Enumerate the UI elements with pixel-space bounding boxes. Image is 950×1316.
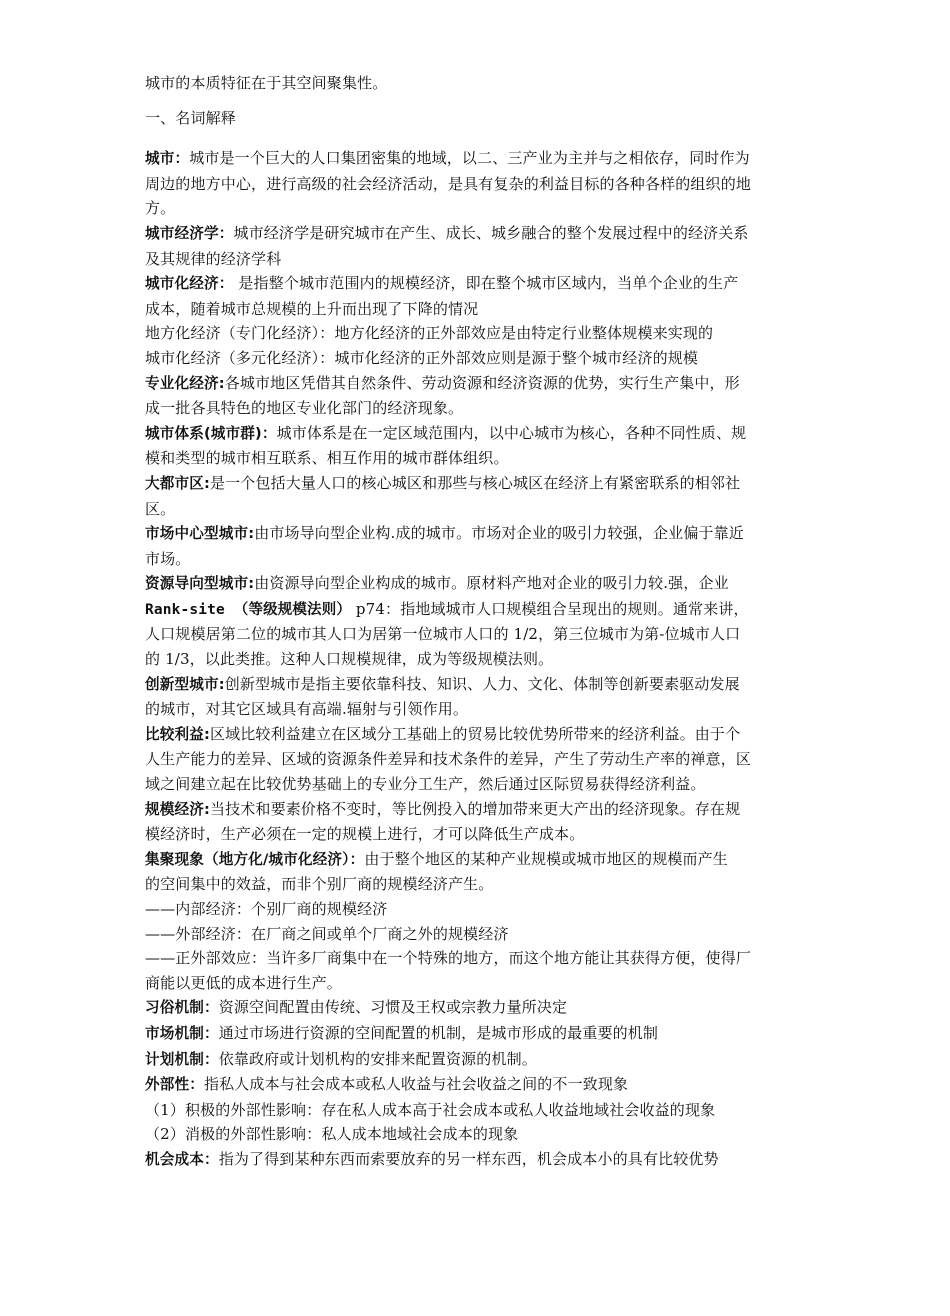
definition-entry (145, 1072, 810, 1098)
definition-continuation (145, 822, 810, 847)
definition-continuation (145, 497, 810, 522)
definition-term: 市场中心型城市: (145, 525, 255, 543)
definition-term: 城市： (145, 150, 190, 168)
definition-term: 比较利益: (145, 725, 210, 743)
definition-text: 人生产能力的差异、区域的资源条件差异和技术条件的差异，产生了劳动生产率的禅意，区 (145, 750, 752, 769)
definition-text: 通过市场进行资源的空间配置的机制，是城市形成的最重要的机制 (218, 1023, 659, 1042)
definition-text: 由资源导向型企业构成的城市。原材料产地对企业的吸引力较.强，企业 (254, 574, 729, 593)
definition-continuation (145, 772, 810, 797)
definition-continuation (145, 747, 810, 772)
definition-text: ——外部经济：在厂商之间或单个厂商之外的规模经济 (145, 924, 509, 943)
definition-entry (145, 1147, 810, 1173)
definition-entry (145, 1047, 810, 1073)
definition-entry (145, 521, 810, 547)
definition-text: 是指整个城市范围内的规模经济，即在整个城市区域内，当单个企业的生产 (233, 274, 739, 293)
definition-continuation (145, 697, 810, 722)
definition-entry (145, 597, 810, 623)
definition-term: 资源导向型城市: (145, 575, 255, 593)
intro-text: 城市的本质特征在于其空间聚集性。 (145, 74, 388, 92)
definition-term: 集聚现象（地方化/城市化经济）： (145, 850, 365, 868)
definition-text: 模和类型的城市相互联系、相互作用的城市群体组织。 (145, 449, 509, 468)
definition-text: ——正外部效应：当许多厂商集中在一个特殊的地方，而这个地方能让其获得方便，使得厂 (145, 949, 752, 968)
definition-text: 成本，随着城市总规模的上升而出现了下降的情况 (145, 299, 479, 318)
definition-entry (145, 1021, 810, 1047)
definition-entry (145, 1098, 810, 1123)
definition-list (145, 146, 810, 1172)
definition-entry (145, 221, 810, 247)
definition-text: 是一个包括大量人口的核心城区和那些与核心城区在经济上有紧密联系的相邻社 (209, 473, 741, 492)
definition-term: 习俗机制： (145, 999, 219, 1017)
definition-text: 城市化经济（多元化经济）：城市化经济的正外部效应则是源于整个城市经济的规模 (145, 348, 699, 367)
definition-continuation (145, 547, 810, 572)
definition-entry (145, 346, 810, 371)
definition-continuation (145, 872, 810, 897)
definition-term: 市场机制： (145, 1024, 219, 1042)
definition-text: 城市体系是在一定区域范围内，以中心城市为核心，各种不同性质、规 (276, 423, 747, 442)
definition-text: 指为了得到某种东西而索要放弃的另一样东西，机会成本小的具有比较优势 (218, 1149, 719, 1168)
definition-text: 的城市，对其它区域具有高端.辐射与引领作用。 (145, 700, 469, 719)
definition-text: 区。 (145, 499, 176, 518)
definition-entry (145, 371, 810, 397)
definition-entry (145, 672, 810, 698)
definition-text: 资源空间配置由传统、习惯及王权或宗教力量所决定 (218, 998, 568, 1017)
definition-term: 外部性： (145, 1076, 204, 1094)
definition-text: 创新型城市是指主要依靠科技、知识、人力、文化、体制等创新要素驱动发展 (224, 674, 740, 693)
definition-text: 商能以更低的成本进行生产。 (145, 973, 342, 992)
definition-text: 市场。 (145, 549, 191, 568)
definition-entry (145, 922, 810, 947)
definition-term: 专业化经济: (145, 374, 225, 392)
section-heading: 一、名词解释 (145, 108, 236, 127)
definition-entry (145, 847, 810, 873)
definition-term: 创新型城市: (145, 675, 225, 693)
definition-text: （1）积极的外部性影响：存在私人成本高于社会成本或私人收益地域社会收益的现象 (145, 1100, 716, 1119)
definition-text: 各城市地区凭借其自然条件、劳动资源和经济资源的优势，实行生产集中，形 (224, 373, 740, 392)
definition-entry (145, 571, 810, 597)
definition-entry (145, 722, 810, 748)
definition-entry (145, 421, 810, 447)
definition-entry (145, 797, 810, 823)
definition-continuation (145, 446, 810, 471)
definition-term: 机会成本： (145, 1150, 219, 1168)
definition-entry (145, 1122, 810, 1147)
definition-continuation (145, 172, 810, 197)
definition-continuation (145, 396, 810, 421)
definition-text: 方。 (145, 199, 176, 218)
definition-text: 地方化经济（专门化经济）：地方化经济的正外部效应是由特定行业整体规模来实现的 (145, 324, 714, 343)
definition-text: 人口规模居第二位的城市其人口为居第一位城市人口的 1/2，第三位城市为第-位城市人口 (145, 625, 741, 644)
definition-text: 的空间集中的效益，而非个别厂商的规模经济产生。 (145, 875, 494, 894)
definition-term: 城市化经济： (145, 275, 234, 293)
definition-term: 规模经济: (145, 800, 210, 818)
definition-text: 由市场导向型企业构.成的城市。市场对企业的吸引力较强，企业偏于靠近 (254, 524, 744, 543)
definition-continuation (145, 247, 810, 272)
definition-entry (145, 995, 810, 1021)
definition-text: （2）消极的外部性影响：私人成本地域社会成本的现象 (145, 1125, 519, 1144)
definition-text: 域之间建立起在比较优势基础上的专业分工生产，然后通过区际贸易获得经济利益。 (145, 775, 706, 794)
definition-entry (145, 471, 810, 497)
definition-term: Rank-site （等级规模法则） (145, 601, 351, 618)
definition-text: 当技术和要素价格不变时，等比例投入的增加带来更大产出的经济现象。存在规 (209, 799, 741, 818)
definition-text: 周边的地方中心，进行高级的社会经济活动，是具有复杂的利益目标的各种各样的组织的地 (145, 174, 752, 193)
definition-continuation (145, 622, 810, 647)
definition-entry (145, 897, 810, 922)
definition-text: 城市经济学是研究城市在产生、成长、城乡融合的整个发展过程中的经济关系 (233, 223, 749, 242)
definition-text: 依靠政府或计划机构的安排来配置资源的机制。 (218, 1049, 537, 1068)
definition-continuation (145, 196, 810, 221)
definition-text: 成一批各具特色的地区专业化部门的经济现象。 (145, 399, 464, 418)
definition-term: 城市体系(城市群)： (145, 424, 277, 442)
definition-text: 由于整个地区的某种产业规模或城市地区的规模而产生 (364, 849, 728, 868)
definition-term: 计划机制： (145, 1050, 219, 1068)
definition-term: 大都市区: (145, 474, 210, 492)
definition-text: 区域比较利益建立在区域分工基础上的贸易比较优势所带来的经济利益。由于个 (209, 724, 741, 743)
definition-text: p74：指地域城市人口规模组合呈现出的规则。通常来讲， (351, 599, 749, 618)
definition-entry (145, 271, 810, 297)
definition-text: 的 1/3，以此类推。这种人口规模规律，成为等级规模法则。 (145, 650, 554, 669)
definition-text: 及其规律的经济学科 (145, 249, 282, 268)
definition-text: ——内部经济：个别厂商的规模经济 (145, 900, 388, 918)
definition-entry (145, 946, 810, 971)
definition-text: 城市是一个巨大的人口集团密集的地域，以二、三产业为主并与之相依存，同时作为 (189, 149, 750, 168)
definition-continuation (145, 297, 810, 322)
definition-text: 指私人成本与社会成本或私人收益与社会收益之间的不一致现象 (203, 1075, 629, 1094)
definition-continuation (145, 971, 810, 996)
definition-text: 模经济时，生产必须在一定的规模上进行，才可以降低生产成本。 (145, 825, 585, 844)
definition-term: 城市经济学： (145, 224, 234, 242)
definition-entry (145, 321, 810, 346)
definition-entry (145, 146, 810, 172)
definition-continuation (145, 647, 810, 672)
